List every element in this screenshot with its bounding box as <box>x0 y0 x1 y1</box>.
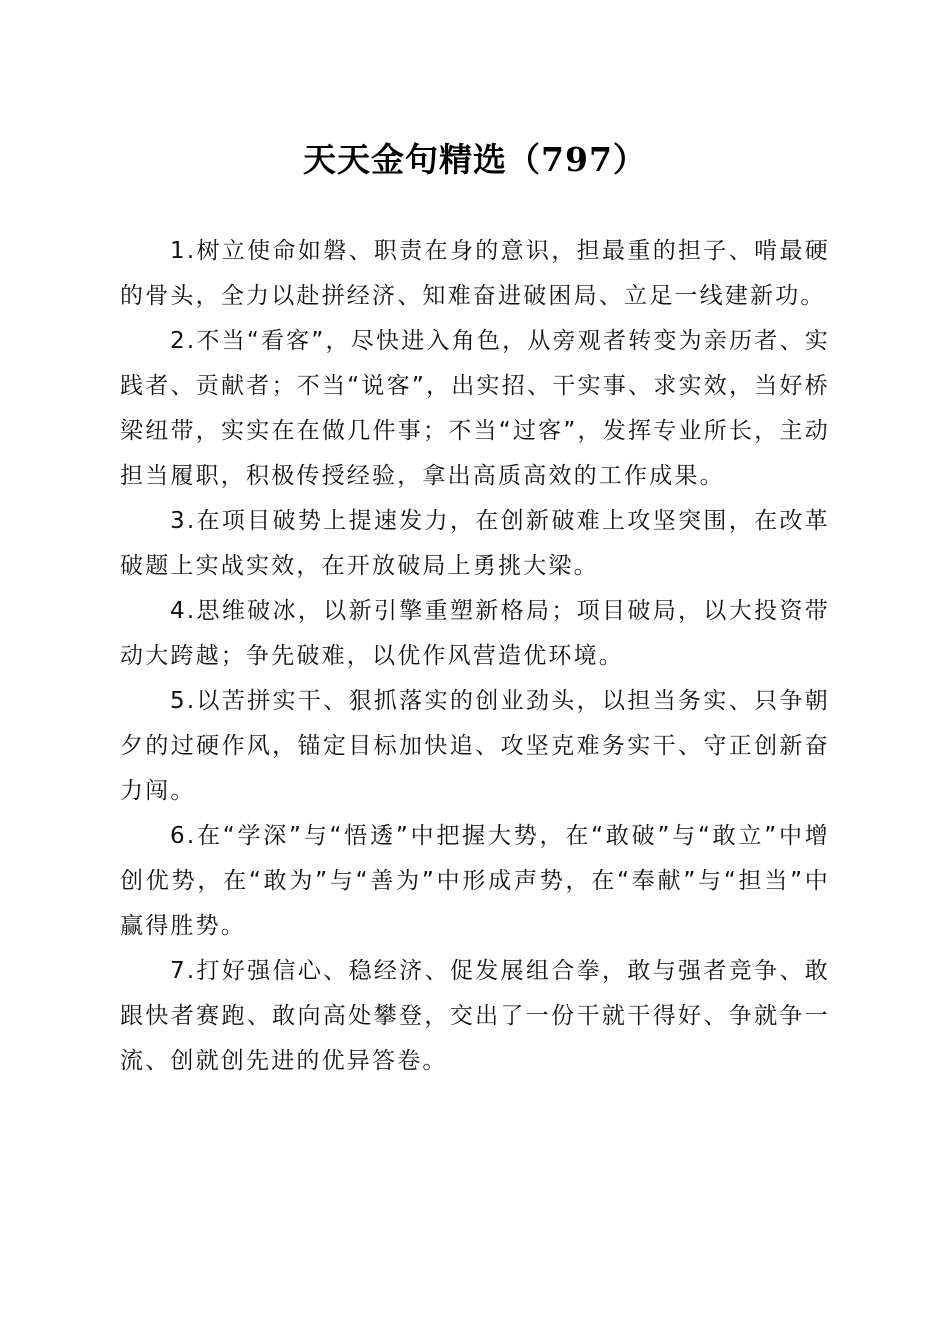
paragraph-3: 3.在项目破势上提速发力，在创新破难上攻坚突围，在改革破题上实战实效，在开放破局上勇挑大梁。 <box>120 508 830 579</box>
paragraph-4: 4.思维破冰，以新引擎重塑新格局；项目破局，以大投资带动大跨越；争先破难，以优作风营造优环境。 <box>120 598 830 669</box>
paragraph-6: 6.在“学深”与“悟透”中把握大势，在“敢破”与“敢立”中增创优势，在“敢为”与“善为”中形成声势，在“奉献”与“担当”中赢得胜势。 <box>120 823 830 939</box>
document-title: 天天金句精选（797） <box>303 140 647 179</box>
paragraph-5: 5.以苦拼实干、狠抓落实的创业劲头，以担当务实、只争朝夕的过硬作风，锚定目标加快追、攻坚克难务实干、守正创新奋力闯。 <box>120 688 830 804</box>
document-body <box>120 229 830 1084</box>
paragraph-7: 7.打好强信心、稳经济、促发展组合拳，敢与强者竞争、敢跟快者赛跑、敢向高处攀登，交出了一份干就干得好、争就争一流、创就创先进的优异答卷。 <box>120 958 830 1074</box>
paragraph-1: 1.树立使命如磐、职责在身的意识，担最重的担子、啃最硬的骨头，全力以赴拼经济、知难奋进破困局、立足一线建新功。 <box>120 238 830 309</box>
paragraph-2: 2.不当“看客”，尽快进入角色，从旁观者转变为亲历者、实践者、贡献者；不当“说客”，出实招、干实事、求实效，当好桥梁纽带，实实在在做几件事；不当“过客”，发挥专业所长，主动担当履职，积极传授经验，拿出高质高效的工作成果。 <box>120 328 830 489</box>
